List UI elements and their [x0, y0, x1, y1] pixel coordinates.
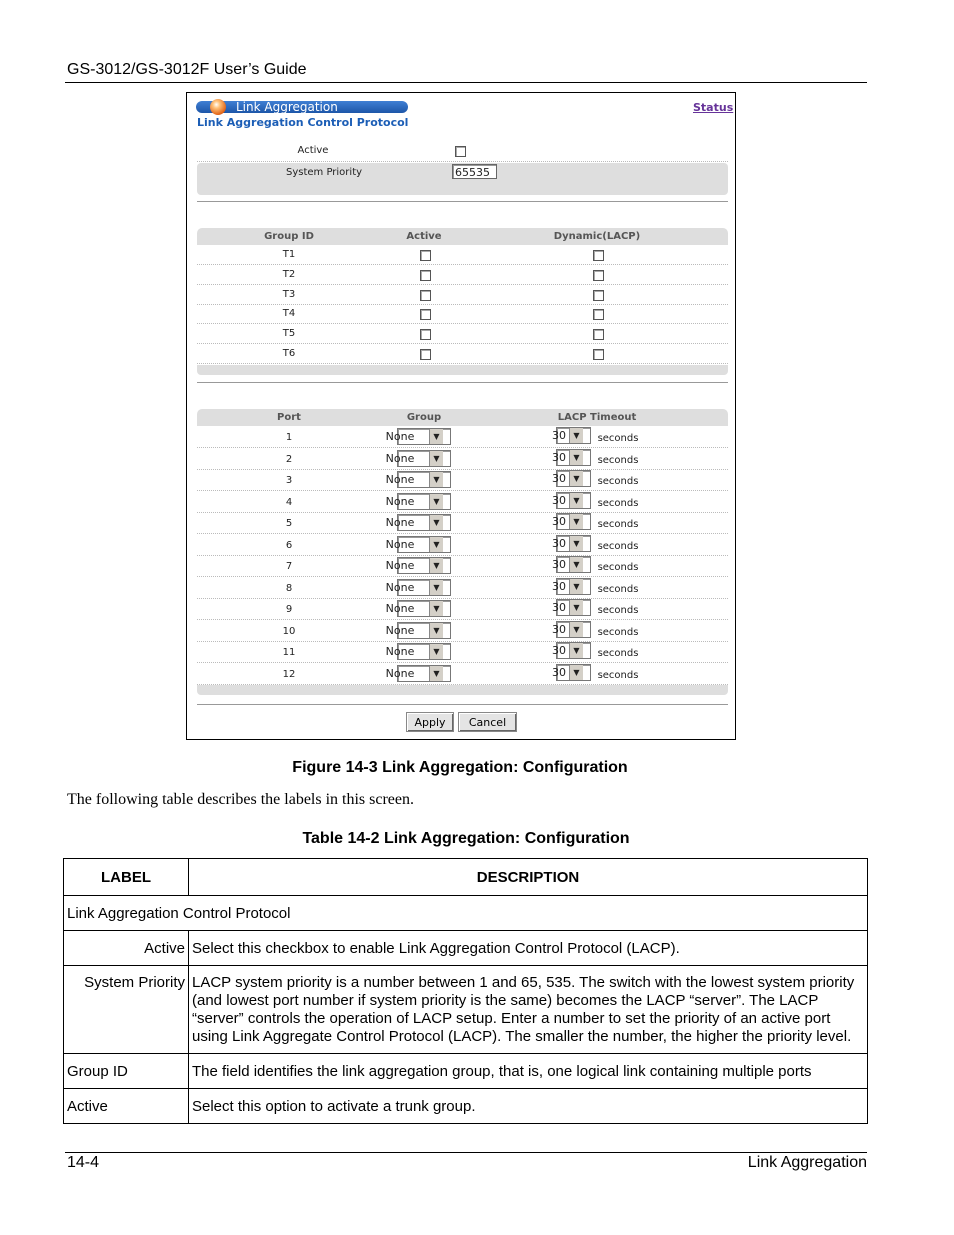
timeout-unit: seconds [597, 562, 639, 573]
chevron-down-icon: ▼ [569, 450, 583, 465]
col-group: Group [406, 412, 442, 423]
divider [197, 704, 728, 705]
port-number: 2 [285, 453, 293, 465]
chevron-down-icon: ▼ [569, 536, 583, 551]
timeout-unit: seconds [597, 648, 639, 659]
timeout-unit: seconds [597, 433, 639, 444]
group-select-value: None [385, 666, 415, 680]
group-id: T6 [282, 348, 296, 359]
group-select[interactable] [385, 579, 451, 596]
priority-row [197, 163, 728, 183]
group-select[interactable] [385, 471, 451, 488]
group-select[interactable] [385, 665, 451, 682]
group-select[interactable] [385, 600, 451, 617]
table-row [64, 896, 868, 931]
table-row [64, 1089, 868, 1124]
chevron-down-icon: ▼ [429, 580, 443, 595]
col-active: Active [406, 231, 442, 242]
timeout-select-value: 30 [552, 429, 566, 442]
group-id: T4 [282, 308, 296, 320]
chevron-down-icon: ▼ [429, 601, 443, 616]
chevron-down-icon: ▼ [569, 665, 583, 680]
figure-caption: Figure 14-3 Link Aggregation: Configuration [292, 759, 628, 776]
chapter-name: Link Aggregation [747, 1154, 867, 1171]
timeout-select[interactable] [552, 492, 591, 509]
timeout-select-value: 30 [552, 472, 566, 485]
group-table-footer [197, 365, 728, 375]
group-active-checkbox[interactable] [420, 349, 431, 360]
chevron-down-icon: ▼ [429, 451, 443, 466]
group-lacp-checkbox[interactable] [593, 309, 604, 320]
port-number: 7 [285, 561, 293, 572]
table-caption: Table 14-2 Link Aggregation: Configuration [302, 830, 630, 847]
description-header: DESCRIPTION [189, 859, 868, 896]
footer-rule [65, 1152, 867, 1153]
port-row [197, 642, 728, 663]
col-port: Port [277, 412, 301, 423]
port-number: 1 [285, 432, 293, 443]
group-id: T3 [282, 288, 296, 300]
header-rule [65, 82, 867, 83]
timeout-select[interactable] [552, 513, 591, 530]
port-number: 5 [285, 518, 293, 529]
chevron-down-icon: ▼ [429, 429, 443, 444]
config-screenshot [186, 92, 736, 740]
group-select-value: None [385, 645, 415, 658]
status-link[interactable]: Status [693, 101, 734, 114]
timeout-unit: seconds [597, 626, 639, 638]
group-active-checkbox[interactable] [420, 270, 431, 281]
group-select[interactable] [385, 450, 451, 467]
group-select[interactable] [385, 428, 451, 445]
group-active-checkbox[interactable] [420, 290, 431, 301]
chevron-down-icon: ▼ [429, 472, 443, 487]
port-number: 8 [285, 582, 293, 594]
row-label: System Priority [64, 966, 189, 1054]
label-header: LABEL [64, 859, 189, 896]
timeout-select[interactable] [552, 427, 591, 444]
timeout-select[interactable] [552, 664, 591, 681]
group-lacp-checkbox[interactable] [593, 329, 604, 340]
group-select-value: None [385, 580, 415, 594]
group-row [197, 246, 728, 265]
table-row [64, 931, 868, 966]
timeout-unit: seconds [597, 476, 639, 487]
apply-button[interactable]: Apply [406, 712, 454, 732]
intro-text: The following table describes the labels in this screen. [67, 791, 415, 808]
port-number: 9 [285, 604, 293, 615]
col-group-id: Group ID [264, 231, 314, 242]
timeout-select[interactable] [552, 535, 591, 552]
port-row [197, 599, 728, 620]
banner-orb-icon [210, 99, 226, 115]
timeout-select[interactable] [552, 470, 591, 487]
chevron-down-icon: ▼ [429, 515, 443, 530]
port-row [197, 556, 728, 577]
group-select-value: None [385, 537, 415, 551]
timeout-select[interactable] [552, 556, 591, 573]
timeout-select-value: 30 [552, 536, 566, 550]
timeout-unit: seconds [597, 583, 639, 595]
port-row [197, 621, 728, 642]
group-select-value: None [385, 494, 415, 508]
group-row [197, 266, 728, 285]
group-row [197, 286, 728, 305]
port-number: 11 [282, 647, 296, 658]
group-row [197, 305, 728, 324]
group-row [197, 345, 728, 364]
lacp-active-checkbox[interactable] [455, 146, 466, 157]
timeout-select-value: 30 [552, 450, 566, 464]
group-select-value: None [385, 473, 415, 486]
port-table-footer [197, 685, 728, 695]
chevron-down-icon: ▼ [429, 644, 443, 659]
timeout-select[interactable] [552, 449, 591, 466]
chevron-down-icon: ▼ [569, 428, 583, 443]
page-number: 14-4 [67, 1154, 100, 1171]
table-header-row [64, 859, 868, 896]
port-row [197, 513, 728, 534]
chevron-down-icon: ▼ [569, 643, 583, 658]
group-select-value: None [385, 516, 415, 529]
group-select-value: None [385, 451, 415, 465]
timeout-select-value: 30 [552, 493, 566, 507]
row-description: Select this checkbox to enable Link Aggregation Control Protocol (LACP). [189, 931, 868, 966]
timeout-select[interactable] [552, 642, 591, 659]
system-priority-label: System Priority [285, 167, 363, 178]
timeout-unit: seconds [597, 497, 639, 509]
port-row [197, 492, 728, 513]
group-select-value: None [385, 623, 415, 637]
port-number: 12 [282, 668, 296, 680]
row-description: Select this option to activate a trunk group. [189, 1089, 868, 1124]
group-select[interactable] [385, 536, 451, 553]
port-row [197, 578, 728, 599]
chevron-down-icon: ▼ [429, 494, 443, 509]
divider [197, 382, 728, 383]
chevron-down-icon: ▼ [569, 579, 583, 594]
group-select[interactable] [385, 622, 451, 639]
timeout-unit: seconds [597, 605, 639, 616]
timeout-select-value: 30 [552, 622, 566, 636]
system-priority-input[interactable]: 65535 [452, 164, 497, 179]
row-label: Active [64, 931, 189, 966]
chevron-down-icon: ▼ [569, 493, 583, 508]
group-id: T5 [282, 328, 296, 340]
timeout-select-value: 30 [552, 515, 566, 528]
port-number: 6 [285, 539, 293, 551]
banner-title: Link Aggregation [236, 100, 338, 114]
port-row [197, 535, 728, 556]
timeout-unit: seconds [597, 540, 639, 552]
col-lacp-timeout: LACP Timeout [557, 412, 637, 423]
group-lacp-checkbox[interactable] [593, 250, 604, 261]
timeout-select[interactable] [552, 578, 591, 595]
group-table-header [197, 228, 728, 245]
row-description: The field identifies the link aggregation group, that is, one logical link containing multiple ports [189, 1054, 868, 1089]
chevron-down-icon: ▼ [429, 558, 443, 573]
timeout-select-value: 30 [552, 558, 566, 571]
timeout-select[interactable] [552, 621, 591, 638]
chevron-down-icon: ▼ [429, 537, 443, 552]
banner [196, 101, 408, 113]
port-row [197, 664, 728, 685]
chevron-down-icon: ▼ [569, 557, 583, 572]
active-row [197, 141, 728, 162]
port-row [197, 427, 728, 448]
row-description: LACP system priority is a number between 1 and 65, 535. The switch with the lowest system priority (and lowest port number if system priority is the same) becomes the LACP “server”. The LACP “server” controls the operation of LACP setup. Enter a number to set the priority of an active port using Link Aggregate Control Protocol (LACP). The smaller the number, the higher the priority level. [189, 966, 868, 1054]
cancel-button[interactable]: Cancel [458, 712, 517, 732]
chevron-down-icon: ▼ [429, 666, 443, 681]
col-dynamic-lacp: Dynamic(LACP) [553, 231, 641, 242]
description-table [63, 858, 868, 1124]
timeout-unit: seconds [597, 669, 639, 681]
group-lacp-checkbox[interactable] [593, 270, 604, 281]
divider [197, 201, 728, 202]
chevron-down-icon: ▼ [569, 600, 583, 615]
port-row [197, 470, 728, 491]
group-lacp-checkbox[interactable] [593, 290, 604, 301]
table-row [64, 1054, 868, 1089]
group-id: T1 [282, 249, 296, 260]
group-row [197, 325, 728, 344]
group-active-checkbox[interactable] [420, 250, 431, 261]
group-select[interactable] [385, 643, 451, 660]
timeout-select-value: 30 [552, 644, 566, 657]
port-table-header [197, 409, 728, 426]
timeout-select-value: 30 [552, 601, 566, 614]
group-select[interactable] [385, 514, 451, 531]
table-row [64, 966, 868, 1054]
group-select[interactable] [385, 493, 451, 510]
timeout-unit: seconds [597, 454, 639, 466]
row-label: Active [64, 1089, 189, 1124]
group-lacp-checkbox[interactable] [593, 349, 604, 360]
group-select[interactable] [385, 557, 451, 574]
chevron-down-icon: ▼ [429, 623, 443, 638]
row-label: Group ID [64, 1054, 189, 1089]
port-number: 10 [282, 625, 296, 637]
timeout-unit: seconds [597, 519, 639, 530]
group-select-value: None [385, 602, 415, 615]
section-title: Link Aggregation Control Protocol [197, 116, 409, 129]
document-header: GS-3012/GS-3012F User’s Guide [67, 61, 307, 78]
port-row [197, 449, 728, 470]
group-id: T2 [282, 268, 296, 280]
chevron-down-icon: ▼ [569, 622, 583, 637]
group-active-checkbox[interactable] [420, 309, 431, 320]
chevron-down-icon: ▼ [569, 471, 583, 486]
group-select-value: None [385, 430, 415, 443]
chevron-down-icon: ▼ [569, 514, 583, 529]
section-row: Link Aggregation Control Protocol [64, 896, 868, 931]
port-number: 3 [285, 475, 293, 486]
active-label: Active [297, 145, 329, 156]
timeout-select[interactable] [552, 599, 591, 616]
group-active-checkbox[interactable] [420, 329, 431, 340]
group-select-value: None [385, 559, 415, 572]
timeout-select-value: 30 [552, 665, 566, 679]
port-number: 4 [285, 496, 293, 508]
timeout-select-value: 30 [552, 579, 566, 593]
